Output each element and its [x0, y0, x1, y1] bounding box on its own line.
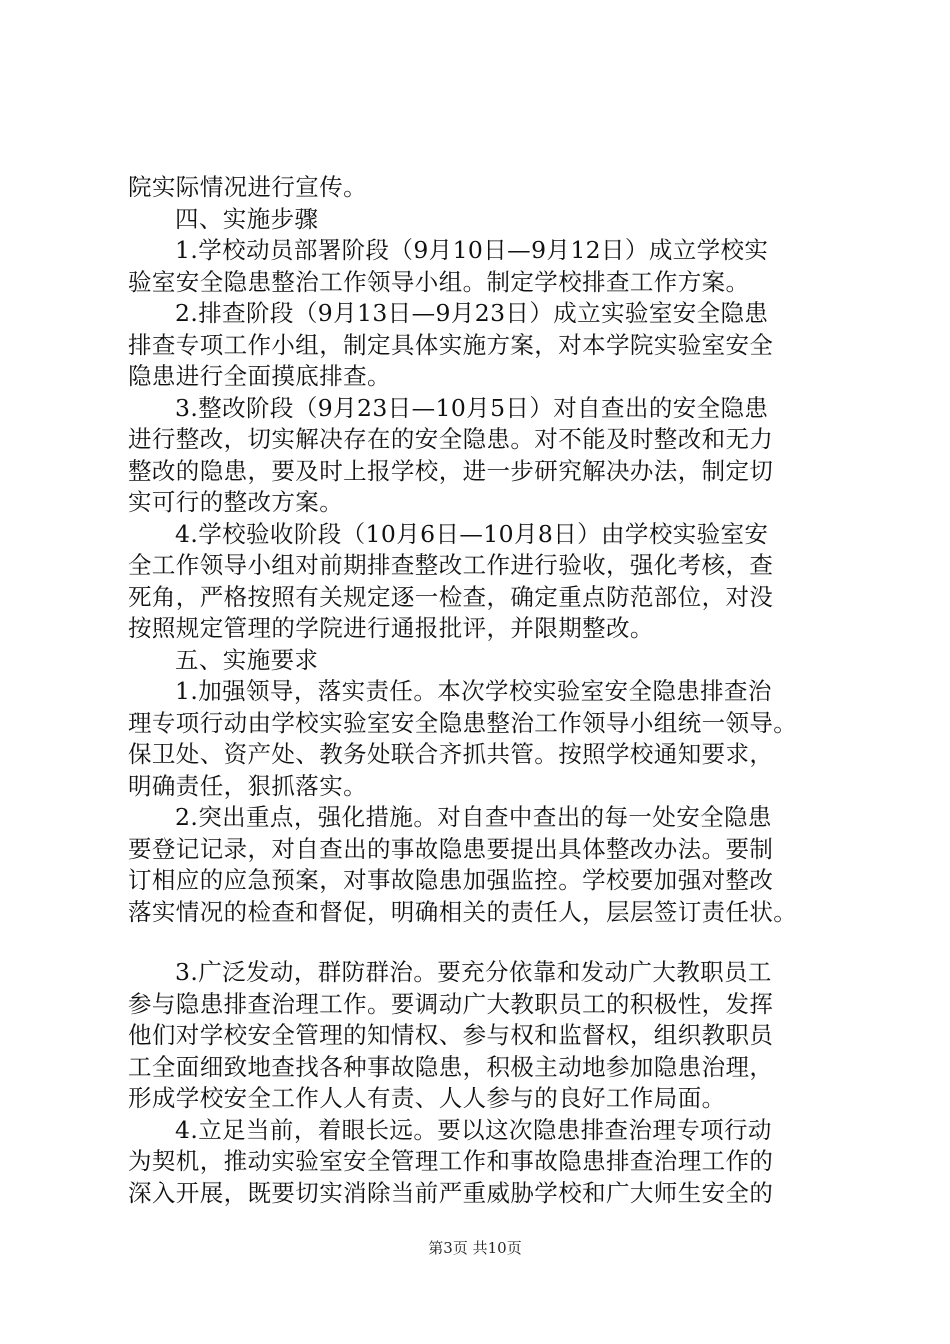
text-line: 订相应的应急预案，对事故隐患加强监控。学校要加强对整改 [128, 866, 774, 894]
text-line: 1.加强领导，落实责任。本次学校实验室安全隐患排查治 [175, 677, 772, 705]
text-line: 隐患进行全面摸底排查。 [128, 362, 391, 390]
text-line: 死角，严格按照有关规定逐一检查，确定重点防范部位，对没 [128, 582, 774, 611]
text-line: 为契机，推动实验室安全管理工作和事故隐患排查治理工作的 [128, 1147, 774, 1175]
section-heading: 五、实施要求 [175, 645, 319, 674]
text-line: 2.排查阶段（9月13日—9月23日）成立实验室安全隐患 [175, 299, 769, 327]
text-line: 整改的隐患，要及时上报学校，进一步研究解决办法，制定切 [128, 456, 774, 485]
text-line: 3.整改阶段（9月23日—10月5日）对自查出的安全隐患 [175, 393, 769, 422]
text-line: 落实情况的检查和督促，明确相关的责任人，层层签订责任状。 [128, 897, 798, 926]
text-line: 3.广泛发动，群防群治。要充分依靠和发动广大教职员工 [175, 958, 772, 986]
text-line: 形成学校安全工作人人有责、人人参与的良好工作局面。 [128, 1084, 726, 1112]
text-line: 深入开展，既要切实消除当前严重威胁学校和广大师生安全的 [128, 1178, 774, 1207]
text-line: 4.立足当前，着眼长远。要以这次隐患排查治理专项行动 [175, 1115, 772, 1144]
text-line: 进行整改，切实解决存在的安全隐患。对不能及时整改和无力 [128, 425, 774, 453]
text-line: 参与隐患排查治理工作。要调动广大教职员工的积极性，发挥 [128, 989, 774, 1018]
text-line: 2.突出重点，强化措施。对自查中查出的每一处安全隐患 [175, 803, 772, 831]
text-line: 4.学校验收阶段（10月6日—10月8日）由学校实验室安 [175, 519, 769, 548]
text-line: 明确责任，狠抓落实。 [128, 771, 367, 800]
text-line: 保卫处、资产处、教务处联合齐抓共管。按照学校通知要求， [128, 740, 774, 768]
text-line: 要登记记录，对自查出的事故隐患要提出具体整改办法。要制 [128, 834, 774, 863]
text-line: 工全面细致地查找各种事故隐患，积极主动地参加隐患治理， [128, 1052, 774, 1081]
text-line: 验室安全隐患整治工作领导小组。制定学校排查工作方案。 [128, 267, 750, 296]
page-footer: 第3页 共10页 [428, 1239, 522, 1257]
text-line: 排查专项工作小组，制定具体实施方案，对本学院实验室安全 [128, 330, 774, 359]
text-line: 全工作领导小组对前期排查整改工作进行验收，强化考核，查 [128, 551, 774, 579]
paragraph-gap [128, 928, 838, 957]
text-line: 按照规定管理的学院进行通报批评，并限期整改。 [128, 614, 654, 642]
section-heading: 四、实施步骤 [175, 204, 319, 233]
text-line: 1.学校动员部署阶段（9月10日—9月12日）成立学校实 [175, 236, 769, 264]
document-body [128, 172, 838, 1209]
text-line: 院实际情况进行宣传。 [128, 173, 367, 201]
text-line: 实可行的整改方案。 [128, 488, 344, 516]
text-line: 他们对学校安全管理的知情权、参与权和监督权，组织教职员 [128, 1021, 774, 1049]
text-line: 理专项行动由学校实验室安全隐患整治工作领导小组统一领导。 [128, 708, 798, 737]
